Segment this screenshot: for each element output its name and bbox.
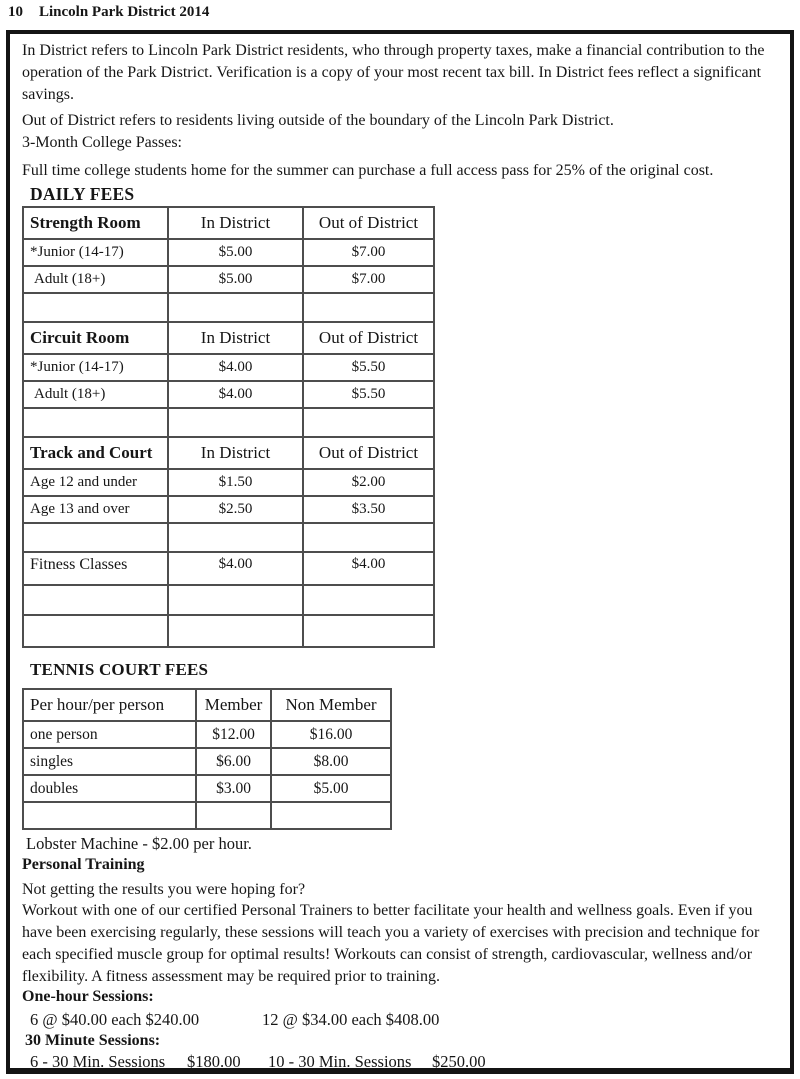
one-hour-sessions-heading: One-hour Sessions: [22,988,154,1005]
table-cell [303,293,434,322]
table-row [23,585,434,615]
table-cell [303,585,434,615]
one-hour-option-2: 12 @ $34.00 each $408.00 [262,1010,440,1029]
table-cell [303,408,434,437]
table-cell [168,615,303,647]
personal-training-intro: Not getting the results you were hoping for? [22,881,306,898]
table-cell: $4.00 [168,354,303,381]
table-cell: singles [23,748,196,775]
table-row [23,408,434,437]
table-cell [23,585,168,615]
table-cell: $4.00 [168,381,303,408]
thirty-minute-option-1-label: 6 - 30 Min. Sessions [30,1052,166,1071]
college-passes-text: Full time college students home for the summer can purchase a full access pass for 25% of the original cost. [22,162,714,179]
table-cell: one person [23,721,196,748]
table-cell [168,585,303,615]
table-cell: Age 12 and under [23,469,168,496]
table-cell [168,523,303,552]
out-of-district-text: Out of District refers to residents living outside of the boundary of the Lincoln Park District. [22,112,614,129]
table-cell: $4.00 [303,552,434,585]
table-cell: In District [168,322,303,354]
table-cell: $5.00 [168,239,303,266]
table-row [23,775,391,802]
personal-training-heading: Personal Training [22,856,145,873]
table-cell: Non Member [271,689,391,721]
table-row [23,207,434,239]
page-title: Lincoln Park District 2014 [39,4,210,20]
table-cell: $16.00 [271,721,391,748]
table-row [23,748,391,775]
page-number: 10 [8,4,23,20]
table-cell: In District [168,207,303,239]
one-hour-sessions-pricing [30,1010,439,1030]
table-cell: $7.00 [303,239,434,266]
table-row [23,802,391,829]
table-cell: $5.50 [303,354,434,381]
thirty-minute-option-2-label: 10 - 30 Min. Sessions [268,1052,412,1071]
table-cell: Out of District [303,437,434,469]
table-cell: $3.50 [303,496,434,523]
table-cell [271,802,391,829]
table-cell: In District [168,437,303,469]
intro-paragraph-in-district: In District refers to Lincoln Park District residents, who through property taxes, make a financial contribution to the operation of the Park District. Verification is a copy of your most recent tax bill. In District fees reflect a significant savings. [22,42,765,103]
table-row [23,266,434,293]
table-cell: $1.50 [168,469,303,496]
table-cell: $3.00 [196,775,271,802]
daily-fees-heading: DAILY FEES [30,184,135,204]
table-cell [196,802,271,829]
table-cell: Track and Court [23,437,168,469]
tennis-fees-table [22,688,392,830]
table-row [23,469,434,496]
table-cell: Circuit Room [23,322,168,354]
table-row [23,437,434,469]
table-row [23,239,434,266]
table-row [23,354,434,381]
table-cell: Out of District [303,207,434,239]
table-row [23,381,434,408]
table-cell: $6.00 [196,748,271,775]
table-row [23,293,434,322]
table-row [23,322,434,354]
table-cell [303,523,434,552]
table-cell: $4.00 [168,552,303,585]
table-cell: *Junior (14-17) [23,354,168,381]
table-cell [303,615,434,647]
lobster-machine-note: Lobster Machine - $2.00 per hour. [26,834,252,853]
table-cell [168,293,303,322]
table-row [23,615,434,647]
personal-training-body: Workout with one of our certified Personal Trainers to better facilitate your health and wellness goals. Even if you have been exercising regularly, these sessions will teach you a variety of exercises with precision and technique for each specified muscle group for optimal results! Workouts can consist of strength, cardiovascular, wellness and/or flexibility. A fitness assessment may be required prior to training. [22,902,760,985]
table-cell: Fitness Classes [23,552,168,585]
table-cell [168,408,303,437]
table-cell: Member [196,689,271,721]
one-hour-option-1: 6 @ $40.00 each $240.00 [30,1010,200,1029]
thirty-minute-option-2-price: $250.00 [432,1052,486,1071]
table-cell: $7.00 [303,266,434,293]
table-cell: Out of District [303,322,434,354]
table-cell: $2.00 [303,469,434,496]
table-cell: $8.00 [271,748,391,775]
content-box [6,30,794,1074]
table-cell: Age 13 and over [23,496,168,523]
table-cell: $12.00 [196,721,271,748]
thirty-minute-option-1-price: $180.00 [187,1052,241,1071]
table-cell: Adult (18+) [23,266,168,293]
thirty-minute-sessions-heading: 30 Minute Sessions: [25,1032,161,1049]
table-cell [23,408,168,437]
page-header [8,4,209,21]
table-cell: *Junior (14-17) [23,239,168,266]
table-cell [23,523,168,552]
table-cell: $5.00 [168,266,303,293]
table-row [23,552,434,585]
college-passes-label: 3-Month College Passes: [22,134,182,151]
table-cell: Strength Room [23,207,168,239]
table-cell: $5.00 [271,775,391,802]
table-cell: $5.50 [303,381,434,408]
table-cell [23,293,168,322]
table-row [23,523,434,552]
table-cell: Adult (18+) [23,381,168,408]
daily-fees-table [22,206,435,648]
table-cell [23,615,168,647]
table-cell [23,802,196,829]
table-row [23,721,391,748]
table-row [23,496,434,523]
intro-paragraph-out-of-district [22,110,780,154]
table-cell: doubles [23,775,196,802]
tennis-fees-heading: TENNIS COURT FEES [30,660,209,679]
table-cell: $2.50 [168,496,303,523]
table-row [23,689,391,721]
table-cell: Per hour/per person [23,689,196,721]
thirty-minute-sessions-pricing [30,1052,486,1072]
